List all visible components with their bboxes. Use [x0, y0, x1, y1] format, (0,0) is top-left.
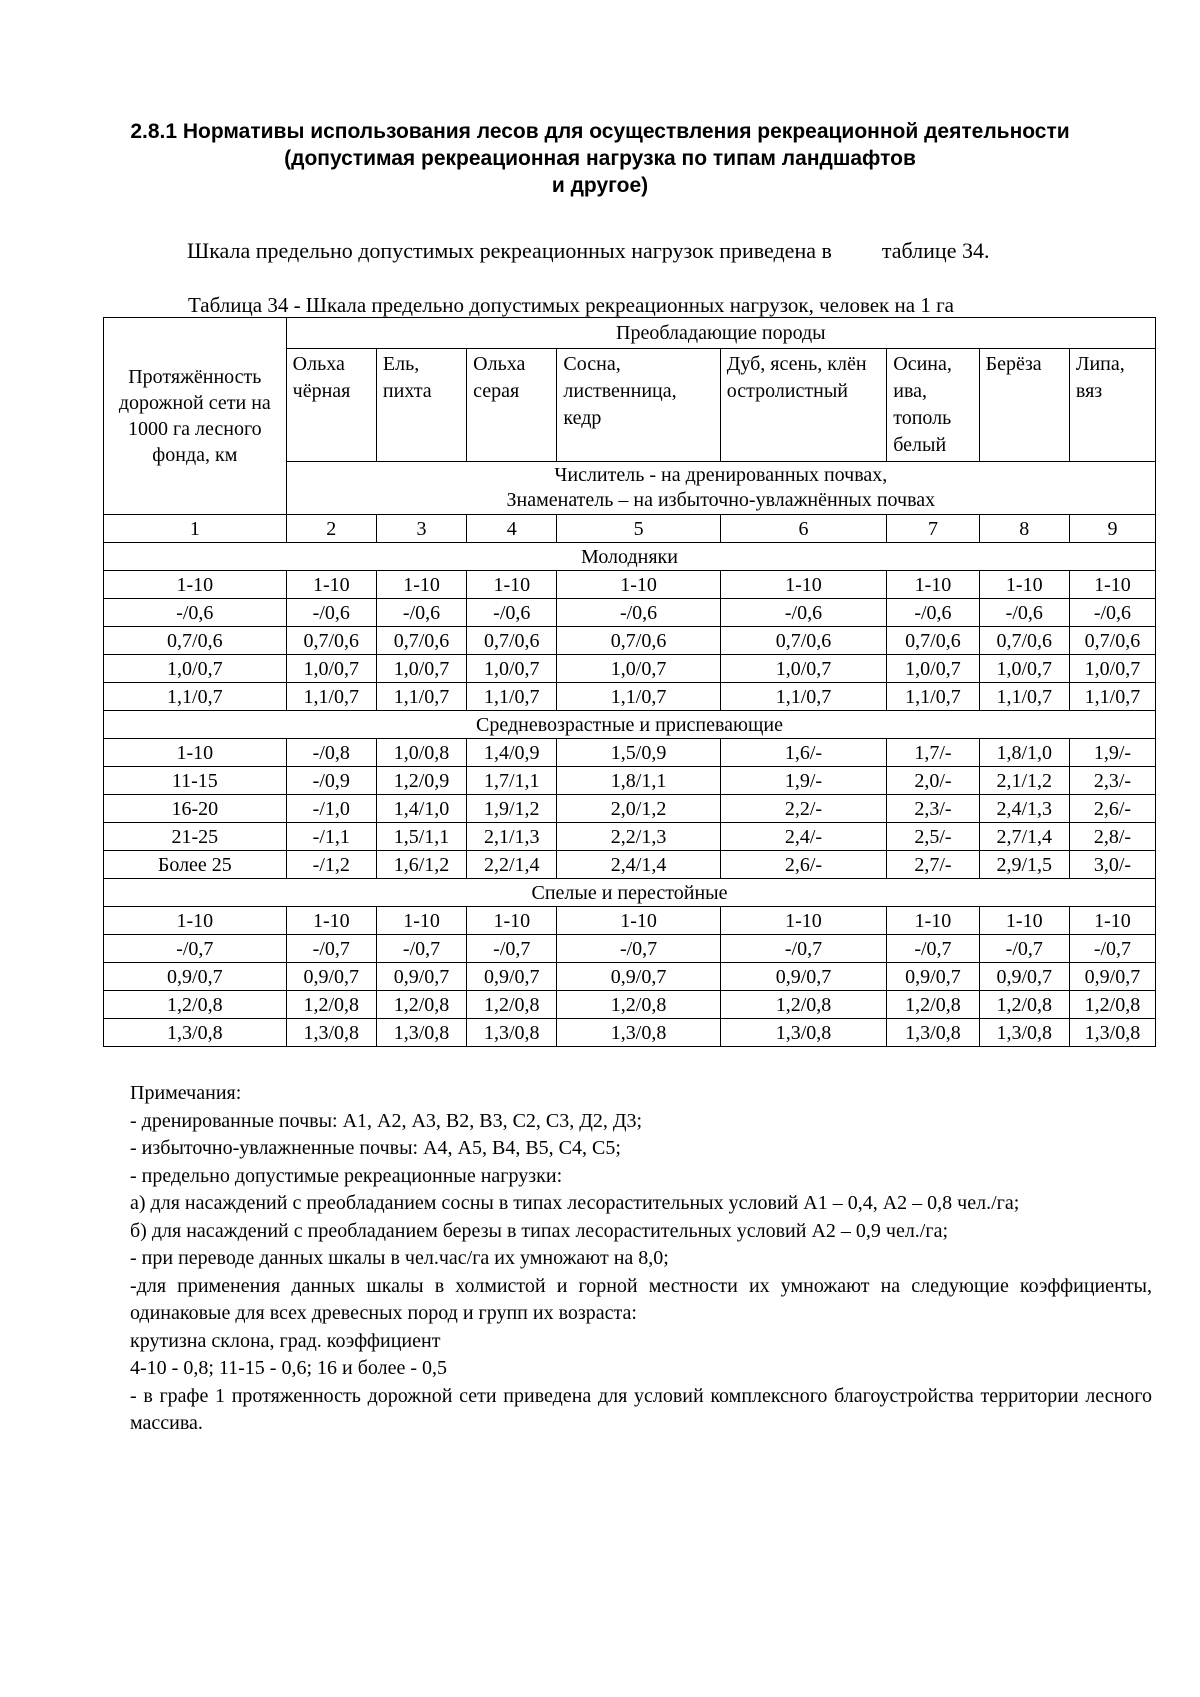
- species-header-cell: Сосна, лиственница, кедр: [557, 349, 720, 462]
- table-cell: 0,7/0,6: [104, 627, 287, 655]
- note-line: а) для насаждений с преобладанием сосны в типах лесорастительных условий А1 – 0,4, А2 – 0,8 чел./га;: [130, 1192, 1020, 1214]
- table-cell: 2,0/-: [887, 767, 979, 795]
- table-row: [104, 767, 1156, 795]
- table-cell: 2,7/-: [887, 851, 979, 879]
- table-cell: 1,8/1,1: [557, 767, 720, 795]
- table-cell: -/1,0: [286, 795, 376, 823]
- table-cell: 2,2/-: [720, 795, 887, 823]
- table-cell: 1-10: [1069, 571, 1155, 599]
- column-number-cell: 4: [467, 515, 557, 543]
- table-cell: 0,9/0,7: [1069, 963, 1155, 991]
- table-cell: 0,7/0,6: [1069, 627, 1155, 655]
- table-cell: 1,0/0,8: [376, 739, 466, 767]
- table-row: [104, 991, 1156, 1019]
- notes-block: [130, 1080, 1152, 1438]
- heading-line-1: 2.8.1 Нормативы использования лесов для осуществления рекреационной деятельности: [130, 120, 1070, 143]
- column-number-cell: 1: [104, 515, 287, 543]
- age-group-header: Спелые и перестойные: [104, 879, 1156, 907]
- table-cell: 0,9/0,7: [887, 963, 979, 991]
- table-cell: 1,3/0,8: [557, 1019, 720, 1047]
- note-line: - избыточно-увлажненные почвы: А4, А5, В4, В5, С4, С5;: [130, 1137, 621, 1159]
- table-cell: 0,7/0,6: [376, 627, 466, 655]
- column-number-cell: 8: [979, 515, 1069, 543]
- table-row: [104, 683, 1156, 711]
- table-cell: -/0,6: [979, 599, 1069, 627]
- table-cell: 1,1/0,7: [887, 683, 979, 711]
- table-cell: -/0,6: [720, 599, 887, 627]
- intro-text: Шкала предельно допустимых рекреационных нагрузок приведена в: [187, 238, 832, 263]
- note-line: - предельно допустимые рекреационные нагрузки:: [130, 1164, 563, 1187]
- table-cell: 0,7/0,6: [467, 627, 557, 655]
- table-cell: 0,9/0,7: [286, 963, 376, 991]
- table-cell: 2,4/-: [720, 823, 887, 851]
- table-cell: 11-15: [104, 767, 287, 795]
- species-header-cell: Ольха чёрная: [286, 349, 376, 462]
- note-line: 4-10 - 0,8; 11-15 - 0,6; 16 и более - 0,5: [130, 1357, 448, 1379]
- table-cell: 16-20: [104, 795, 287, 823]
- table-cell: -/0,6: [467, 599, 557, 627]
- table-cell: 1,0/0,7: [557, 655, 720, 683]
- section-heading: [100, 118, 1100, 199]
- recreational-load-table: [103, 317, 1156, 1047]
- species-header-cell: Липа, вяз: [1069, 349, 1155, 462]
- table-cell: 1,1/0,7: [467, 683, 557, 711]
- table-cell: 0,9/0,7: [720, 963, 887, 991]
- table-row: [104, 963, 1156, 991]
- table-cell: -/0,6: [376, 599, 466, 627]
- column-number-cell: 7: [887, 515, 979, 543]
- table-cell: 1,2/0,8: [1069, 991, 1155, 1019]
- table-cell: 1,1/0,7: [104, 683, 287, 711]
- table-row: [104, 795, 1156, 823]
- table-cell: 21-25: [104, 823, 287, 851]
- table-cell: 2,8/-: [1069, 823, 1155, 851]
- table-cell: 0,7/0,6: [557, 627, 720, 655]
- table-cell: 1-10: [887, 907, 979, 935]
- table-cell: -/0,7: [887, 935, 979, 963]
- species-group-header: Преобладающие породы: [286, 318, 1155, 349]
- table-caption: Таблица 34 - Шкала предельно допустимых рекреационных нагрузок, человек на 1 га: [188, 293, 954, 317]
- table-cell: -/0,6: [557, 599, 720, 627]
- table-row: [104, 935, 1156, 963]
- table-cell: -/1,2: [286, 851, 376, 879]
- table-cell: 0,7/0,6: [286, 627, 376, 655]
- table-cell: 1,5/1,1: [376, 823, 466, 851]
- table-cell: 1,2/0,8: [376, 991, 466, 1019]
- table-cell: 1-10: [376, 571, 466, 599]
- table-cell: 1,3/0,8: [467, 1019, 557, 1047]
- table-cell: -/0,6: [887, 599, 979, 627]
- table-cell: 1,1/0,7: [286, 683, 376, 711]
- table-row: [104, 851, 1156, 879]
- note-line: - в графе 1 протяженность дорожной сети приведена для условий комплексного благоустройства территории лесного массива.: [130, 1384, 1152, 1434]
- table-cell: 1,2/0,8: [720, 991, 887, 1019]
- species-header-cell: Осина, ива, тополь белый: [887, 349, 979, 462]
- species-header-cell: Ель, пихта: [376, 349, 466, 462]
- table-cell: 1,2/0,8: [104, 991, 287, 1019]
- table-cell: 1-10: [104, 907, 287, 935]
- table-cell: -/0,7: [376, 935, 466, 963]
- table-cell: -/0,7: [1069, 935, 1155, 963]
- table-cell: 0,7/0,6: [979, 627, 1069, 655]
- table-cell: 1,3/0,8: [979, 1019, 1069, 1047]
- table-cell: 1,2/0,8: [557, 991, 720, 1019]
- table-cell: 1,3/0,8: [887, 1019, 979, 1047]
- table-cell: 1,7/1,1: [467, 767, 557, 795]
- table-cell: -/0,7: [286, 935, 376, 963]
- table-cell: 1,2/0,8: [979, 991, 1069, 1019]
- species-header-cell: Ольха серая: [467, 349, 557, 462]
- table-cell: 1,1/0,7: [376, 683, 466, 711]
- table-cell: 1,0/0,7: [1069, 655, 1155, 683]
- age-group-header: Молодняки: [104, 543, 1156, 571]
- table-row: [104, 823, 1156, 851]
- table-cell: -/0,7: [557, 935, 720, 963]
- table-cell: 2,7/1,4: [979, 823, 1069, 851]
- table-cell: 1-10: [467, 571, 557, 599]
- numerator-note: Числитель - на дренированных почвах,: [554, 464, 888, 486]
- table-cell: 1-10: [104, 739, 287, 767]
- table-cell: -/0,7: [979, 935, 1069, 963]
- intro-paragraph: [187, 238, 989, 264]
- table-reference: таблице 34.: [881, 238, 990, 263]
- table-cell: 1-10: [979, 571, 1069, 599]
- table-cell: 1,2/0,8: [467, 991, 557, 1019]
- species-header-cell: Дуб, ясень, клён остролистный: [720, 349, 887, 462]
- table-cell: 0,9/0,7: [557, 963, 720, 991]
- table-cell: 1,3/0,8: [104, 1019, 287, 1047]
- species-header-cell: Берёза: [979, 349, 1069, 462]
- column-number-cell: 2: [286, 515, 376, 543]
- table-cell: 1,1/0,7: [720, 683, 887, 711]
- table-cell: 2,6/-: [1069, 795, 1155, 823]
- table-cell: 1,3/0,8: [286, 1019, 376, 1047]
- table-cell: -/0,7: [467, 935, 557, 963]
- table-cell: 2,0/1,2: [557, 795, 720, 823]
- heading-line-2: (допустимая рекреационная нагрузка по типам ландшафтов: [284, 147, 916, 170]
- table-row: [104, 1019, 1156, 1047]
- notes-title: Примечания:: [130, 1082, 242, 1104]
- table-cell: 1,3/0,8: [720, 1019, 887, 1047]
- table-cell: 1,5/0,9: [557, 739, 720, 767]
- table-cell: -/0,6: [1069, 599, 1155, 627]
- table-cell: 2,4/1,3: [979, 795, 1069, 823]
- table-cell: 2,2/1,3: [557, 823, 720, 851]
- table-row: [104, 627, 1156, 655]
- table-cell: 1,4/1,0: [376, 795, 466, 823]
- table-row: [104, 599, 1156, 627]
- table-cell: 1,2/0,8: [286, 991, 376, 1019]
- table-cell: 2,2/1,4: [467, 851, 557, 879]
- table-cell: 1,1/0,7: [979, 683, 1069, 711]
- table-cell: -/0,7: [720, 935, 887, 963]
- table-cell: 0,9/0,7: [979, 963, 1069, 991]
- table-cell: 1-10: [979, 907, 1069, 935]
- table-cell: Более 25: [104, 851, 287, 879]
- table-row: [104, 571, 1156, 599]
- table-cell: 1-10: [467, 907, 557, 935]
- table-cell: -/0,7: [104, 935, 287, 963]
- table-cell: 1-10: [104, 571, 287, 599]
- table-cell: 1,8/1,0: [979, 739, 1069, 767]
- note-line: -для применения данных шкалы в холмистой и горной местности их умножают на следующие коэффициенты, одинаковые для всех древесных пород и групп их возраста:: [130, 1274, 1152, 1324]
- table-cell: -/1,1: [286, 823, 376, 851]
- table-cell: 1,0/0,7: [887, 655, 979, 683]
- table-cell: 1,1/0,7: [557, 683, 720, 711]
- table-row: [104, 907, 1156, 935]
- table-cell: 1-10: [1069, 907, 1155, 935]
- table-cell: 1,9/1,2: [467, 795, 557, 823]
- table-cell: 1,0/0,7: [376, 655, 466, 683]
- table-cell: 1,2/0,8: [887, 991, 979, 1019]
- table-cell: 1,6/1,2: [376, 851, 466, 879]
- note-line: - дренированные почвы: А1, А2, А3, В2, В3, С2, С3, Д2, Д3;: [130, 1109, 643, 1132]
- table-cell: 2,1/1,2: [979, 767, 1069, 795]
- table-cell: 2,4/1,4: [557, 851, 720, 879]
- table-cell: 1-10: [286, 907, 376, 935]
- table-cell: 2,3/-: [887, 795, 979, 823]
- age-group-header: Средневозрастные и приспевающие: [104, 711, 1156, 739]
- note-line: крутизна склона, град. коэффициент: [130, 1329, 441, 1352]
- table-row: [104, 739, 1156, 767]
- column-number-cell: 5: [557, 515, 720, 543]
- table-cell: 2,6/-: [720, 851, 887, 879]
- table-cell: 1-10: [720, 907, 887, 935]
- column-number-cell: 3: [376, 515, 466, 543]
- table-cell: 0,7/0,6: [887, 627, 979, 655]
- table-cell: 1,0/0,7: [286, 655, 376, 683]
- note-line: б) для насаждений с преобладанием березы в типах лесорастительных условий А2 – 0,9 чел./га;: [130, 1219, 948, 1242]
- table-cell: 1-10: [376, 907, 466, 935]
- table-cell: 1-10: [286, 571, 376, 599]
- table-cell: 0,7/0,6: [720, 627, 887, 655]
- heading-line-3: и другое): [551, 174, 649, 197]
- row-header-cell: Протяжённость дорожной сети на 1000 га лесного фонда, км: [104, 318, 287, 515]
- table-cell: 1,0/0,7: [979, 655, 1069, 683]
- table-cell: 0,9/0,7: [467, 963, 557, 991]
- table-cell: 1,2/0,9: [376, 767, 466, 795]
- table-cell: 1,0/0,7: [720, 655, 887, 683]
- table-cell: 1,3/0,8: [1069, 1019, 1155, 1047]
- table-cell: 1,0/0,7: [467, 655, 557, 683]
- table-cell: 2,5/-: [887, 823, 979, 851]
- note-line: - при переводе данных шкалы в чел.час/га их умножают на 8,0;: [130, 1247, 669, 1269]
- table-cell: 1,9/-: [720, 767, 887, 795]
- table-cell: 1,3/0,8: [376, 1019, 466, 1047]
- table-cell: -/0,8: [286, 739, 376, 767]
- table-cell: 1-10: [557, 907, 720, 935]
- table-cell: 2,9/1,5: [979, 851, 1069, 879]
- table-cell: 1-10: [887, 571, 979, 599]
- table-cell: 3,0/-: [1069, 851, 1155, 879]
- table-cell: 1-10: [720, 571, 887, 599]
- table-cell: 2,1/1,3: [467, 823, 557, 851]
- table-cell: -/0,6: [104, 599, 287, 627]
- table-row: [104, 655, 1156, 683]
- table-cell: 0,9/0,7: [376, 963, 466, 991]
- denominator-note: Знаменатель – на избыточно-увлажнённых почвах: [506, 489, 936, 511]
- table-cell: 1,9/-: [1069, 739, 1155, 767]
- numerator-denominator-note: [286, 462, 1155, 515]
- table-cell: 0,9/0,7: [104, 963, 287, 991]
- table-cell: 2,3/-: [1069, 767, 1155, 795]
- table-cell: -/0,9: [286, 767, 376, 795]
- table-cell: 1-10: [557, 571, 720, 599]
- table-cell: 1,4/0,9: [467, 739, 557, 767]
- table-cell: 1,6/-: [720, 739, 887, 767]
- table-cell: 1,7/-: [887, 739, 979, 767]
- table-cell: 1,0/0,7: [104, 655, 287, 683]
- table-cell: -/0,6: [286, 599, 376, 627]
- column-number-cell: 6: [720, 515, 887, 543]
- table-cell: 1,1/0,7: [1069, 683, 1155, 711]
- column-number-cell: 9: [1069, 515, 1155, 543]
